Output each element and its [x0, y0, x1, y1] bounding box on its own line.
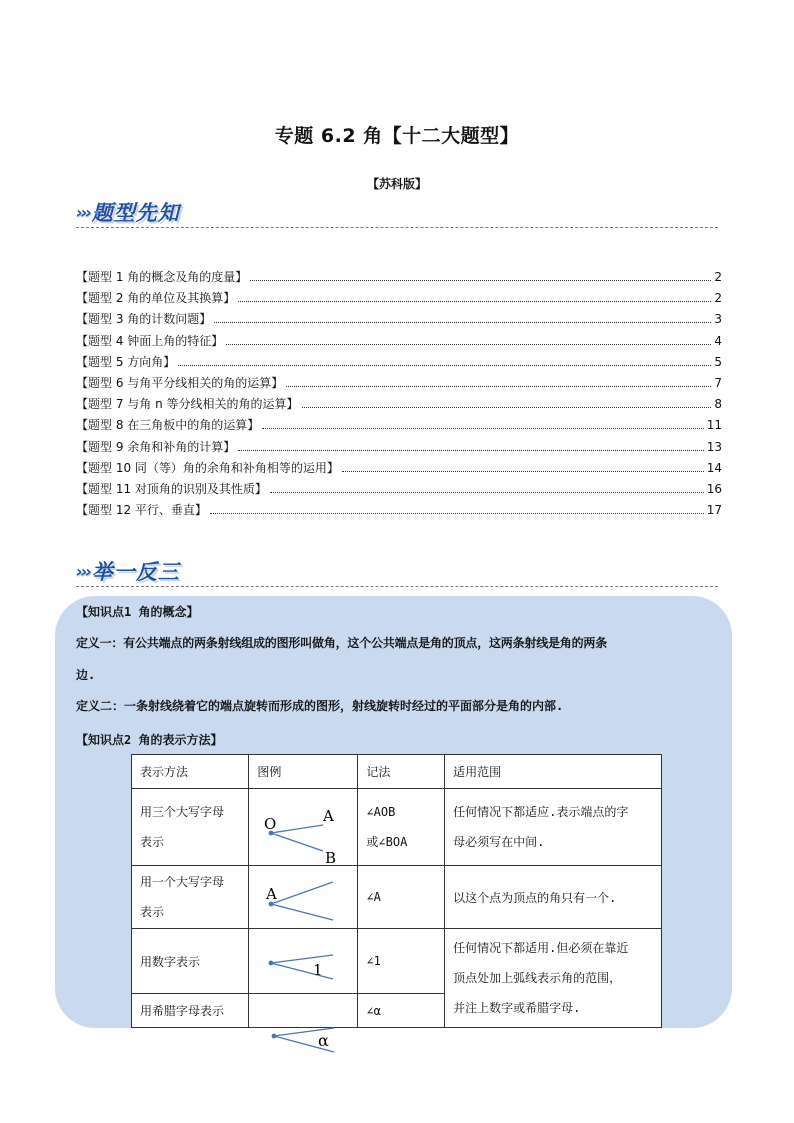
- scope-text: 顶点处加上弧线表示角的范围，: [453, 971, 622, 985]
- toc-entry-label: 【题型 5 方向角】: [76, 354, 176, 369]
- toc-entry-page: 2: [714, 270, 722, 284]
- knowledge-point-2-title: 【知识点2 角的表示方法】: [76, 733, 223, 747]
- toc-entry[interactable]: [76, 310, 722, 331]
- label-o: O: [264, 815, 277, 833]
- scope-cell: [445, 789, 662, 866]
- toc-entry[interactable]: [76, 480, 722, 501]
- method-cell: [132, 789, 249, 866]
- leader-dots: [238, 292, 711, 302]
- notation-cell: [358, 789, 445, 866]
- toc-entry[interactable]: [76, 289, 722, 310]
- table-header-row: [132, 755, 662, 789]
- table-row: [132, 866, 662, 929]
- leader-dots: [210, 504, 704, 514]
- angle-1-figure: [249, 929, 357, 993]
- toc-entry-page: 17: [706, 503, 722, 518]
- scope-text: 任何情况下都适应.表示端点的字: [453, 805, 629, 819]
- leader-dots: [238, 441, 703, 451]
- toc-entry-label: 【题型 10 同（等）角的余角和补角相等的运用】: [76, 460, 339, 475]
- page-title: 专题 6.2 角【十二大题型】: [274, 125, 520, 147]
- table-of-contents: [76, 268, 722, 522]
- label-a: A: [323, 807, 335, 825]
- toc-entry-label: 【题型 8 在三角板中的角的运算】: [76, 418, 260, 433]
- column-header: 适用范围: [445, 755, 662, 789]
- toc-entry-page: 2: [714, 291, 722, 306]
- ray-lower: [271, 904, 333, 920]
- column-header: 图例: [249, 755, 358, 789]
- toc-entry[interactable]: [76, 416, 722, 437]
- definition-1: [76, 627, 722, 691]
- column-header: 记法: [358, 755, 445, 789]
- leader-dots: [250, 271, 711, 281]
- vertex-dot: [269, 961, 274, 966]
- method-text: 用三个大写字母: [140, 805, 225, 819]
- toc-entry[interactable]: [76, 438, 722, 459]
- method-cell: 用希腊字母表示: [132, 994, 249, 1028]
- chevron-icon: ›››: [76, 561, 90, 581]
- definition-2: 定义二：一条射线绕着它的端点旋转而形成的图形，射线旋转时经过的平面部分是角的内部.: [76, 699, 564, 713]
- toc-entry[interactable]: [76, 268, 722, 289]
- scope-text: 母必须写在中间.: [453, 835, 545, 849]
- examples-banner-text: 举一反三: [91, 560, 180, 584]
- leader-dots: [226, 335, 711, 345]
- toc-entry[interactable]: [76, 501, 722, 522]
- toc-entry[interactable]: [76, 459, 722, 480]
- angle-alpha-figure: [262, 1022, 362, 1054]
- leader-dots: [214, 313, 711, 323]
- toc-banner-text: 题型先知: [91, 201, 180, 225]
- table-row: [132, 929, 662, 994]
- definition-1-line-2: 边.: [76, 668, 96, 682]
- toc-entry-label: 【题型 4 钟面上角的特征】: [76, 333, 224, 348]
- notation-cell: ∠A: [358, 866, 445, 929]
- toc-entry[interactable]: [76, 332, 722, 353]
- ray-ob: [271, 833, 323, 851]
- leader-dots: [342, 462, 704, 472]
- chevron-icon: ›››: [76, 202, 90, 222]
- examples-banner: [76, 556, 180, 586]
- toc-entry-page: 14: [706, 460, 722, 475]
- toc-entry[interactable]: [76, 395, 722, 416]
- toc-entry-page: 16: [706, 481, 722, 496]
- method-cell: [132, 866, 249, 929]
- method-cell: 用数字表示: [132, 929, 249, 994]
- section-divider: [76, 586, 718, 587]
- ray-lower: [271, 963, 333, 979]
- toc-entry-page: 13: [706, 439, 722, 454]
- toc-entry-page: 11: [706, 418, 722, 433]
- scope-text: 任何情况下都适用.但必须在靠近: [453, 941, 629, 955]
- definition-1-line-1: 定义一：有公共端点的两条射线组成的图形叫做角，这个公共端点是角的顶点，这两条射线是角的两条: [76, 636, 608, 650]
- angle-notation-table: [131, 754, 662, 1028]
- column-header: 表示方法: [132, 755, 249, 789]
- label-a: A: [266, 885, 278, 903]
- ray-upper: [271, 955, 333, 963]
- toc-entry[interactable]: [76, 353, 722, 374]
- angle-a-figure: [249, 866, 357, 928]
- toc-entry-label: 【题型 3 角的计数问题】: [76, 312, 212, 327]
- notation-text: ∠AOB: [366, 805, 396, 819]
- toc-entry-label: 【题型 12 平行、垂直】: [76, 503, 207, 518]
- method-text: 用一个大写字母: [140, 875, 225, 889]
- vertex-dot: [272, 1034, 277, 1039]
- figure-cell: [249, 789, 358, 866]
- table-row: [132, 789, 662, 866]
- toc-entry-label: 【题型 11 对顶角的识别及其性质】: [76, 481, 267, 496]
- scope-cell: [445, 929, 662, 1028]
- toc-entry-label: 【题型 7 与角 n 等分线相关的角的运算】: [76, 397, 299, 412]
- ray-oa: [271, 825, 323, 833]
- method-text: 表示: [140, 905, 165, 919]
- method-text: 表示: [140, 835, 165, 849]
- toc-entry-label: 【题型 6 与角平分线相关的角的运算】: [76, 375, 284, 390]
- figure-cell: [249, 866, 358, 929]
- scope-cell: 以这个点为顶点的角只有一个.: [445, 866, 662, 929]
- figure-cell: [249, 929, 358, 994]
- leader-dots: [302, 398, 712, 408]
- leader-dots: [286, 377, 711, 387]
- toc-entry-page: 3: [714, 312, 722, 327]
- notation-cell: ∠1: [358, 929, 445, 994]
- leader-dots: [270, 483, 704, 493]
- toc-entry-label: 【题型 1 角的概念及角的度量】: [76, 270, 248, 284]
- notation-text: 或∠BOA: [366, 835, 408, 849]
- toc-entry-label: 【题型 2 角的单位及其换算】: [76, 291, 236, 306]
- ray-upper: [271, 882, 333, 904]
- angle-aob-figure: [249, 789, 357, 865]
- leader-dots: [178, 356, 711, 366]
- toc-banner: [76, 197, 180, 227]
- label-1: 1: [313, 961, 323, 979]
- toc-entry-page: 4: [714, 333, 722, 348]
- toc-entry-label: 【题型 9 余角和补角的计算】: [76, 439, 236, 454]
- notation-cell: ∠α: [358, 994, 445, 1028]
- section-divider: [76, 227, 718, 228]
- edition-label: 【苏科版】: [366, 177, 427, 191]
- label-b: B: [325, 849, 337, 865]
- toc-entry-page: 8: [714, 397, 722, 412]
- toc-entry-page: 7: [714, 375, 722, 390]
- knowledge-point-1-title: 【知识点1 角的概念】: [76, 605, 199, 619]
- toc-entry[interactable]: [76, 374, 722, 395]
- scope-text: 并注上数字或希腊字母.: [453, 1001, 581, 1015]
- label-alpha: α: [318, 1031, 329, 1050]
- leader-dots: [262, 419, 703, 429]
- toc-entry-page: 5: [714, 354, 722, 369]
